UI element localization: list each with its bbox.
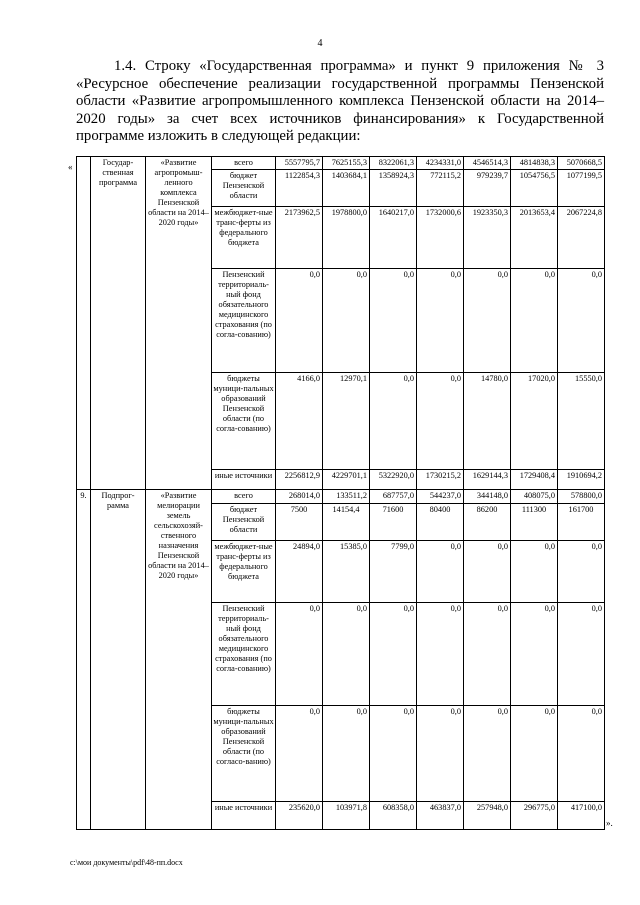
- value-cell: 161700: [558, 504, 605, 541]
- funding-source-cell: бюджет Пензенской области: [212, 504, 276, 541]
- value-cell: 15550,0: [558, 373, 605, 470]
- value-cell: 0,0: [417, 373, 464, 470]
- value-cell: 0,0: [558, 706, 605, 802]
- value-cell: 772115,2: [417, 170, 464, 207]
- value-cell: 0,0: [370, 706, 417, 802]
- value-cell: 0,0: [276, 269, 323, 373]
- value-cell: 0,0: [464, 541, 511, 603]
- value-cell: 0,0: [370, 269, 417, 373]
- table-row: [77, 157, 605, 170]
- value-cell: 7799,0: [370, 541, 417, 603]
- value-cell: 979239,7: [464, 170, 511, 207]
- value-cell: 111300: [511, 504, 558, 541]
- value-cell: 0,0: [558, 541, 605, 603]
- value-cell: 5322920,0: [370, 470, 417, 490]
- value-cell: 14780,0: [464, 373, 511, 470]
- funding-source-cell: бюджет Пензенской области: [212, 170, 276, 207]
- value-cell: 7500: [276, 504, 323, 541]
- row-number-cell: [77, 157, 91, 490]
- value-cell: 0,0: [323, 706, 370, 802]
- value-cell: 0,0: [276, 603, 323, 706]
- value-cell: 0,0: [511, 541, 558, 603]
- value-cell: 0,0: [511, 706, 558, 802]
- value-cell: 1978800,0: [323, 207, 370, 269]
- closing-quote: ».: [606, 818, 613, 828]
- program-name-cell: «Развитие мелиорации земель сельскохозяй-ственного назначения Пензенской области на 2014–2020 годы»: [146, 490, 212, 830]
- value-cell: 4546514,3: [464, 157, 511, 170]
- value-cell: 0,0: [323, 269, 370, 373]
- table-row: [77, 490, 605, 504]
- funding-source-cell: межбюджет-ные транс-ферты из федерального бюджета: [212, 541, 276, 603]
- value-cell: 5070668,5: [558, 157, 605, 170]
- funding-source-cell: бюджеты муници-пальных образований Пензенской области (по согласо-ванию): [212, 706, 276, 802]
- value-cell: 103971,8: [323, 802, 370, 830]
- value-cell: 1729408,4: [511, 470, 558, 490]
- value-cell: 0,0: [417, 706, 464, 802]
- value-cell: 0,0: [464, 269, 511, 373]
- value-cell: 0,0: [417, 269, 464, 373]
- funding-source-cell: Пензенский территориаль-ный фонд обязательного медицинского страхования (по согла-сованию): [212, 269, 276, 373]
- value-cell: 1077199,5: [558, 170, 605, 207]
- value-cell: 296775,0: [511, 802, 558, 830]
- value-cell: 0,0: [417, 541, 464, 603]
- value-cell: 0,0: [558, 603, 605, 706]
- value-cell: 1122854,3: [276, 170, 323, 207]
- value-cell: 4234331,0: [417, 157, 464, 170]
- funding-source-cell: всего: [212, 490, 276, 504]
- value-cell: 1730215,2: [417, 470, 464, 490]
- funding-source-cell: межбюджет-ные транс-ферты из федерального бюджета: [212, 207, 276, 269]
- program-name-cell: «Развитие агропромыш-ленного комплекса Пензенской области на 2014–2020 годы»: [146, 157, 212, 490]
- funding-source-cell: бюджеты муници-пальных образований Пензенской области (по согла-сованию): [212, 373, 276, 470]
- value-cell: 687757,0: [370, 490, 417, 504]
- value-cell: 0,0: [464, 603, 511, 706]
- value-cell: 1640217,0: [370, 207, 417, 269]
- value-cell: 5557795,7: [276, 157, 323, 170]
- funding-source-cell: Пензенский территориаль-ный фонд обязательного медицинского страхования (по согла-сованию): [212, 603, 276, 706]
- value-cell: 0,0: [511, 269, 558, 373]
- value-cell: 17020,0: [511, 373, 558, 470]
- value-cell: 2173962,5: [276, 207, 323, 269]
- value-cell: 0,0: [370, 373, 417, 470]
- value-cell: 71600: [370, 504, 417, 541]
- page-number: 4: [317, 38, 323, 49]
- value-cell: 0,0: [276, 706, 323, 802]
- value-cell: 0,0: [558, 269, 605, 373]
- value-cell: 1923350,3: [464, 207, 511, 269]
- value-cell: 80400: [417, 504, 464, 541]
- program-type-cell: Государ-ственная программа: [91, 157, 146, 490]
- value-cell: 235620,0: [276, 802, 323, 830]
- value-cell: 578800,0: [558, 490, 605, 504]
- value-cell: 8322061,3: [370, 157, 417, 170]
- value-cell: 0,0: [511, 603, 558, 706]
- value-cell: 2013653,4: [511, 207, 558, 269]
- funding-source-cell: всего: [212, 157, 276, 170]
- value-cell: 2256812,9: [276, 470, 323, 490]
- value-cell: 0,0: [464, 706, 511, 802]
- row-number-cell: 9.: [77, 490, 91, 830]
- value-cell: 257948,0: [464, 802, 511, 830]
- value-cell: 417100,0: [558, 802, 605, 830]
- resource-table: [76, 156, 605, 830]
- value-cell: 1910694,2: [558, 470, 605, 490]
- value-cell: 4166,0: [276, 373, 323, 470]
- funding-source-cell: иные источники: [212, 470, 276, 490]
- value-cell: 463837,0: [417, 802, 464, 830]
- opening-quote: «: [68, 162, 73, 172]
- file-path-footer: c:\мои документы\pdf\48-пп.docx: [70, 858, 183, 867]
- value-cell: 133511,2: [323, 490, 370, 504]
- value-cell: 4814838,3: [511, 157, 558, 170]
- program-type-cell: Подпрог-рамма: [91, 490, 146, 830]
- intro-paragraph: 1.4. Строку «Государственная программа» и пункт 9 приложения № 3 «Ресурсное обеспечение реализации государственной программы Пензенской области «Развитие агропромышленного комплекса Пензенской области на 2014–2020 годы» за счет всех источников финансирования» к Государственной программе изложить в следующей редакции:: [76, 58, 604, 145]
- value-cell: 408075,0: [511, 490, 558, 504]
- value-cell: 608358,0: [370, 802, 417, 830]
- value-cell: 1358924,3: [370, 170, 417, 207]
- value-cell: 24894,0: [276, 541, 323, 603]
- value-cell: 2067224,8: [558, 207, 605, 269]
- value-cell: 12970,1: [323, 373, 370, 470]
- value-cell: 7625155,3: [323, 157, 370, 170]
- value-cell: 1403684,1: [323, 170, 370, 207]
- value-cell: 344148,0: [464, 490, 511, 504]
- value-cell: 0,0: [323, 603, 370, 706]
- value-cell: 0,0: [417, 603, 464, 706]
- value-cell: 544237,0: [417, 490, 464, 504]
- value-cell: 1629144,3: [464, 470, 511, 490]
- value-cell: 4229701,1: [323, 470, 370, 490]
- value-cell: 1732000,6: [417, 207, 464, 269]
- funding-source-cell: иные источники: [212, 802, 276, 830]
- value-cell: 1054756,5: [511, 170, 558, 207]
- value-cell: 14154,4: [323, 504, 370, 541]
- value-cell: 86200: [464, 504, 511, 541]
- value-cell: 15385,0: [323, 541, 370, 603]
- value-cell: 268014,0: [276, 490, 323, 504]
- value-cell: 0,0: [370, 603, 417, 706]
